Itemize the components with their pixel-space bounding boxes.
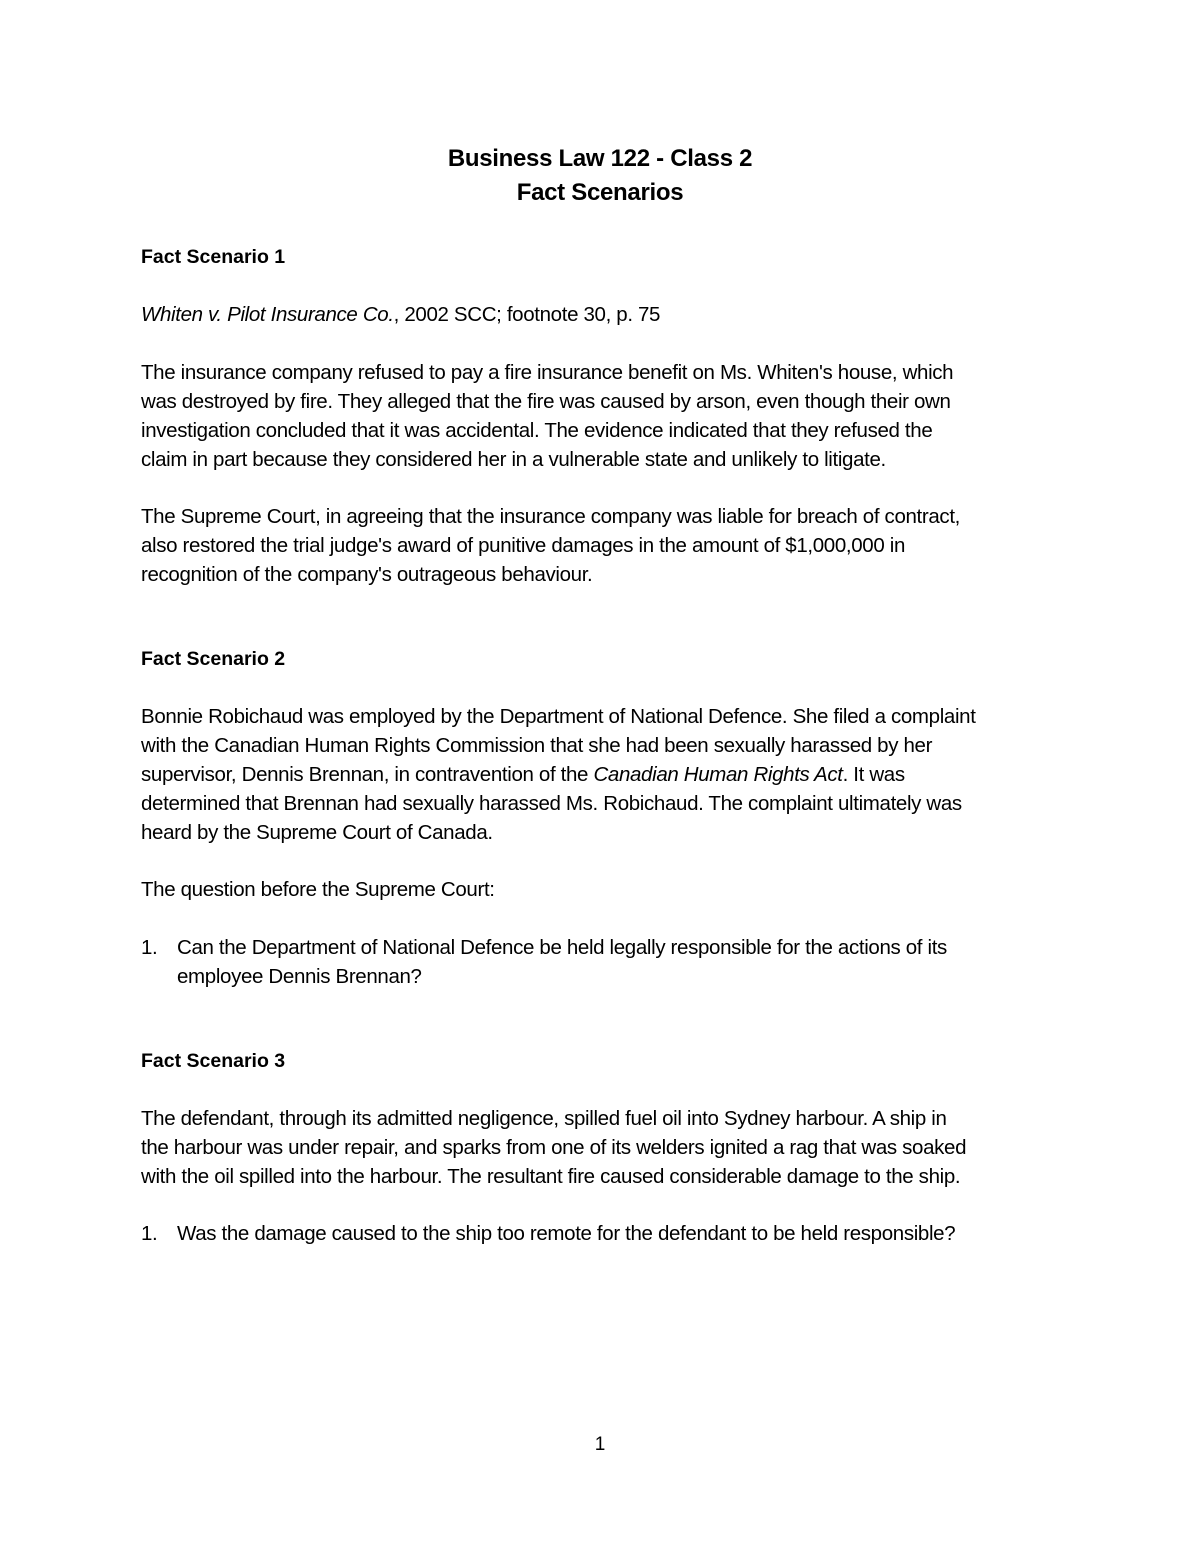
paragraph-line <box>141 760 1061 789</box>
scenario-1-citation <box>141 300 1061 329</box>
paragraph-line: The defendant, through its admitted negligence, spilled fuel oil into Sydney harbour. A ship in <box>141 1107 947 1130</box>
paragraph-line: The insurance company refused to pay a fire insurance benefit on Ms. Whiten's house, which <box>141 361 954 384</box>
list-number: 1. <box>141 1222 158 1245</box>
paragraph-line: with the Canadian Human Rights Commission that she had been sexually harassed by her <box>141 734 933 757</box>
paragraph-line: determined that Brennan had sexually harassed Ms. Robichaud. The complaint ultimately was <box>141 792 962 815</box>
paragraph-line: employee Dennis Brennan? <box>177 965 422 988</box>
paragraph-line: Was the damage caused to the ship too remote for the defendant to be held responsible? <box>177 1222 956 1245</box>
list-item-text <box>177 1219 1057 1248</box>
paragraph-line: Bonnie Robichaud was employed by the Department of National Defence. She filed a complaint <box>141 705 976 728</box>
document-title: Business Law 122 - Class 2 <box>447 145 753 172</box>
list-item-text <box>177 933 1057 991</box>
document-subtitle: Fact Scenarios <box>516 179 684 206</box>
paragraph-line: heard by the Supreme Court of Canada. <box>141 821 493 844</box>
scenario-2-question-intro <box>141 875 1061 904</box>
paragraph-line: also restored the trial judge's award of punitive damages in the amount of $1,000,000 in <box>141 534 906 557</box>
scenario-1-heading: Fact Scenario 1 <box>141 246 286 268</box>
text-segment: . It was <box>842 763 905 786</box>
page-number: 1 <box>594 1434 606 1455</box>
paragraph-line: The question before the Supreme Court: <box>141 878 495 901</box>
citation-details: , 2002 SCC; footnote 30, p. 75 <box>393 303 661 326</box>
scenario-3-facts-paragraph <box>141 1104 1061 1191</box>
paragraph-line: investigation concluded that it was accidental. The evidence indicated that they refused the <box>141 419 933 442</box>
paragraph-line: Can the Department of National Defence be held legally responsible for the actions of its <box>177 936 947 959</box>
paragraph-line: was destroyed by fire. They alleged that the fire was caused by arson, even though their own <box>141 390 951 413</box>
list-number: 1. <box>141 936 158 959</box>
paragraph-line: The Supreme Court, in agreeing that the insurance company was liable for breach of contract, <box>141 505 961 528</box>
scenario-1-ruling-paragraph <box>141 502 1061 589</box>
paragraph-line: recognition of the company's outrageous behaviour. <box>141 563 593 586</box>
scenario-3-heading: Fact Scenario 3 <box>141 1050 286 1072</box>
paragraph-line: with the oil spilled into the harbour. The resultant fire caused considerable damage to the ship. <box>141 1165 961 1188</box>
scenario-1-facts-paragraph <box>141 358 1061 474</box>
scenario-2-heading: Fact Scenario 2 <box>141 648 286 670</box>
case-name: Whiten v. Pilot Insurance Co. <box>141 303 394 326</box>
paragraph-line: the harbour was under repair, and sparks from one of its welders ignited a rag that was soaked <box>141 1136 967 1159</box>
statute-name: Canadian Human Rights Act <box>593 763 843 786</box>
text-segment: supervisor, Dennis Brennan, in contravention of the <box>141 763 594 786</box>
paragraph-line: claim in part because they considered her in a vulnerable state and unlikely to litigate. <box>141 448 886 471</box>
scenario-2-facts-paragraph <box>141 702 1061 847</box>
